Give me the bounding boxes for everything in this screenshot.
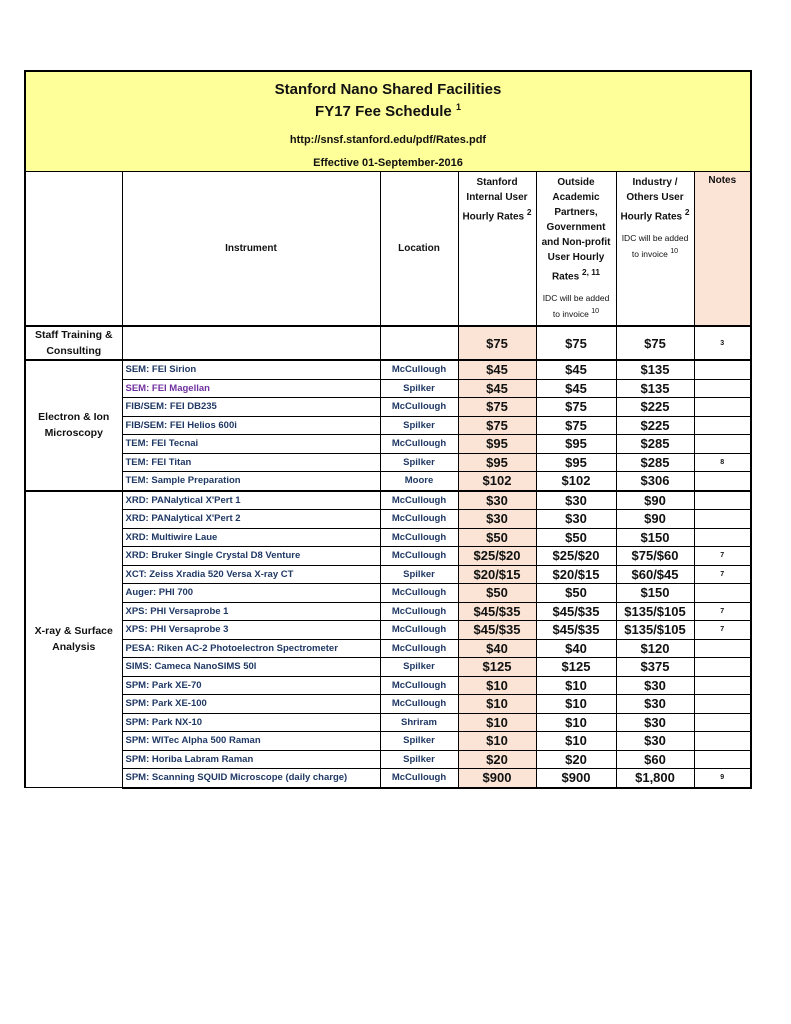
location-header: Location (380, 172, 458, 327)
note-ref (694, 528, 751, 547)
academic-rate: $45 (536, 379, 616, 398)
location-name: Moore (380, 472, 458, 491)
academic-rate: $45 (536, 360, 616, 379)
table-row (25, 472, 751, 491)
note-ref (694, 676, 751, 695)
industry-rate: $60/$45 (616, 565, 694, 584)
academic-rate: $30 (536, 510, 616, 529)
instrument-name: SPM: Park XE-70 (122, 676, 380, 695)
table-row (25, 713, 751, 732)
stanford-rate: $75 (458, 398, 536, 417)
stanford-rate: $75 (458, 326, 536, 360)
instrument-header: Instrument (122, 172, 380, 327)
academic-idc-note: IDC will be added to invoice $^{10}$ (542, 293, 610, 320)
location-name: Spilker (380, 750, 458, 769)
location-name: McCullough (380, 602, 458, 621)
table-row (25, 510, 751, 529)
academic-rate: $45/$35 (536, 602, 616, 621)
academic-rate: $20 (536, 750, 616, 769)
academic-rate-header: Outside Academic Partners, Government and Non-profit User Hourly Rates $^{2, 11}$ IDC will be added to invoice $^{10}$ (536, 172, 616, 327)
academic-rate: $102 (536, 472, 616, 491)
note-ref (694, 510, 751, 529)
instrument-name: SPM: Scanning SQUID Microscope (daily charge) (122, 769, 380, 788)
academic-rate: $30 (536, 491, 616, 510)
note-ref: 7 (694, 602, 751, 621)
location-name: McCullough (380, 435, 458, 454)
location-name: McCullough (380, 510, 458, 529)
note-ref: 7 (694, 621, 751, 640)
category-header (25, 172, 122, 327)
instrument-name: SPM: WITec Alpha 500 Raman (122, 732, 380, 751)
industry-rate: $75/$60 (616, 547, 694, 566)
instrument-name: XPS: PHI Versaprobe 1 (122, 602, 380, 621)
table-row (25, 398, 751, 417)
instrument-name: TEM: FEI Tecnai (122, 435, 380, 454)
table-row (25, 769, 751, 788)
instrument-name: SPM: Park NX-10 (122, 713, 380, 732)
instrument-name: XRD: Multiwire Laue (122, 528, 380, 547)
stanford-rate: $45/$35 (458, 621, 536, 640)
table-row (25, 732, 751, 751)
table-row (25, 379, 751, 398)
stanford-rate: $10 (458, 695, 536, 714)
table-row (25, 750, 751, 769)
academic-rate: $50 (536, 528, 616, 547)
location-name: Spilker (380, 565, 458, 584)
instrument-name: FIB/SEM: FEI Helios 600i (122, 416, 380, 435)
title-block (25, 71, 751, 172)
location-name: Spilker (380, 732, 458, 751)
academic-rate: $10 (536, 676, 616, 695)
note-ref (694, 732, 751, 751)
industry-rate: $135 (616, 379, 694, 398)
note-ref (694, 416, 751, 435)
industry-rate: $306 (616, 472, 694, 491)
table-row (25, 435, 751, 454)
academic-rate: $75 (536, 398, 616, 417)
location-name: Spilker (380, 379, 458, 398)
table-row (25, 639, 751, 658)
location-name: McCullough (380, 398, 458, 417)
column-header-row (25, 172, 751, 327)
instrument-name: SEM: FEI Sirion (122, 360, 380, 379)
industry-rate: $150 (616, 584, 694, 603)
location-name: McCullough (380, 491, 458, 510)
table-row (25, 491, 751, 510)
note-ref (694, 695, 751, 714)
note-ref: 7 (694, 547, 751, 566)
table-row (25, 695, 751, 714)
note-ref (694, 360, 751, 379)
industry-rate: $135 (616, 360, 694, 379)
instrument-name: SIMS: Cameca NanoSIMS 50l (122, 658, 380, 677)
note-ref (694, 398, 751, 417)
fee-table (24, 70, 752, 789)
rates-url: http://snsf.stanford.edu/pdf/Rates.pdf (289, 134, 487, 146)
category-label: X-ray & Surface Analysis (25, 491, 122, 788)
industry-rate: $285 (616, 435, 694, 454)
location-name: McCullough (380, 769, 458, 788)
industry-rate: $30 (616, 713, 694, 732)
instrument-name: XRD: PANalytical X'Pert 2 (122, 510, 380, 529)
category-label: Electron & Ion Microscopy (25, 360, 122, 491)
stanford-rate: $900 (458, 769, 536, 788)
category-label: Staff Training & Consulting (25, 326, 122, 360)
table-row (25, 602, 751, 621)
instrument-name: SEM: FEI Magellan (122, 379, 380, 398)
instrument-name: Auger: PHI 700 (122, 584, 380, 603)
stanford-rate: $30 (458, 510, 536, 529)
table-row (25, 676, 751, 695)
academic-rate: $10 (536, 713, 616, 732)
academic-rate: $75 (536, 416, 616, 435)
stanford-rate: $102 (458, 472, 536, 491)
academic-rate: $125 (536, 658, 616, 677)
instrument-name: PESA: Riken AC-2 Photoelectron Spectrometer (122, 639, 380, 658)
instrument-name: XPS: PHI Versaprobe 3 (122, 621, 380, 640)
stanford-rate: $30 (458, 491, 536, 510)
title-row (25, 71, 751, 172)
industry-idc-note: IDC will be added to invoice $^{10}$ (621, 233, 689, 260)
academic-rate: $900 (536, 769, 616, 788)
stanford-rate: $45 (458, 379, 536, 398)
note-ref (694, 491, 751, 510)
instrument-name: SPM: Park XE-100 (122, 695, 380, 714)
location-name: McCullough (380, 528, 458, 547)
stanford-rate: $40 (458, 639, 536, 658)
academic-rate: $20/$15 (536, 565, 616, 584)
location-name: McCullough (380, 695, 458, 714)
industry-rate: $120 (616, 639, 694, 658)
stanford-rate: $95 (458, 435, 536, 454)
stanford-rate: $25/$20 (458, 547, 536, 566)
location-name: McCullough (380, 547, 458, 566)
table-row (25, 528, 751, 547)
industry-rate: $90 (616, 510, 694, 529)
notes-header: Notes (694, 172, 751, 327)
note-ref (694, 750, 751, 769)
instrument-name: XRD: Bruker Single Crystal D8 Venture (122, 547, 380, 566)
instrument-name: XRD: PANalytical X'Pert 1 (122, 491, 380, 510)
note-ref (694, 435, 751, 454)
table-row (25, 453, 751, 472)
instrument-name: FIB/SEM: FEI DB235 (122, 398, 380, 417)
location-name: McCullough (380, 584, 458, 603)
note-ref: 9 (694, 769, 751, 788)
note-ref (694, 472, 751, 491)
location-name: Spilker (380, 416, 458, 435)
academic-rate: $45/$35 (536, 621, 616, 640)
table-row (25, 547, 751, 566)
academic-rate: $25/$20 (536, 547, 616, 566)
academic-rate: $75 (536, 326, 616, 360)
industry-rate: $30 (616, 732, 694, 751)
industry-rate: $225 (616, 398, 694, 417)
stanford-rate: $45 (458, 360, 536, 379)
stanford-rate: $20/$15 (458, 565, 536, 584)
stanford-rate: $45/$35 (458, 602, 536, 621)
table-row (25, 658, 751, 677)
staff-training-row (25, 326, 751, 360)
note-ref: 8 (694, 453, 751, 472)
stanford-rate: $75 (458, 416, 536, 435)
industry-rate: $75 (616, 326, 694, 360)
instrument-name: TEM: FEI Titan (122, 453, 380, 472)
location-name: Spilker (380, 658, 458, 677)
table-row (25, 584, 751, 603)
page-title: Stanford Nano Shared Facilities (274, 81, 502, 98)
instrument-name: TEM: Sample Preparation (122, 472, 380, 491)
note-ref (694, 639, 751, 658)
note-ref: 3 (694, 326, 751, 360)
stanford-rate: $10 (458, 732, 536, 751)
location-name: McCullough (380, 360, 458, 379)
table-row (25, 565, 751, 584)
industry-rate-header: Industry / Others User Hourly Rates $^2$ IDC will be added to invoice $^{10}$ (616, 172, 694, 327)
stanford-rate: $95 (458, 453, 536, 472)
stanford-rate: $50 (458, 528, 536, 547)
note-ref (694, 584, 751, 603)
stanford-rate: $50 (458, 584, 536, 603)
instrument-name: XCT: Zeiss Xradia 520 Versa X-ray CT (122, 565, 380, 584)
industry-rate: $225 (616, 416, 694, 435)
industry-rate: $30 (616, 676, 694, 695)
industry-rate: $60 (616, 750, 694, 769)
location-name: Shriram (380, 713, 458, 732)
stanford-rate: $20 (458, 750, 536, 769)
stanford-rate: $10 (458, 676, 536, 695)
academic-rate: $10 (536, 732, 616, 751)
academic-rate: $10 (536, 695, 616, 714)
industry-rate: $150 (616, 528, 694, 547)
stanford-rate: $125 (458, 658, 536, 677)
stanford-rate-header: Stanford Internal User Hourly Rates $^2$ (458, 172, 536, 327)
instrument-cell (122, 326, 380, 360)
location-cell (380, 326, 458, 360)
effective-date: Effective 01-September-2016 (313, 157, 463, 169)
location-name: McCullough (380, 676, 458, 695)
stanford-rate: $10 (458, 713, 536, 732)
industry-rate: $285 (616, 453, 694, 472)
table-row (25, 621, 751, 640)
academic-rate: $95 (536, 453, 616, 472)
academic-rate: $50 (536, 584, 616, 603)
location-name: McCullough (380, 621, 458, 640)
table-row (25, 416, 751, 435)
academic-rate: $95 (536, 435, 616, 454)
page-subtitle: FY17 Fee Schedule $^1$ (315, 102, 461, 120)
industry-rate: $1,800 (616, 769, 694, 788)
note-ref: 7 (694, 565, 751, 584)
industry-rate: $90 (616, 491, 694, 510)
industry-rate: $135/$105 (616, 621, 694, 640)
table-row (25, 360, 751, 379)
industry-rate: $375 (616, 658, 694, 677)
fee-schedule-sheet (24, 70, 750, 789)
academic-rate: $40 (536, 639, 616, 658)
note-ref (694, 379, 751, 398)
instrument-name: SPM: Horiba Labram Raman (122, 750, 380, 769)
location-name: McCullough (380, 639, 458, 658)
note-ref (694, 658, 751, 677)
note-ref (694, 713, 751, 732)
location-name: Spilker (380, 453, 458, 472)
industry-rate: $135/$105 (616, 602, 694, 621)
industry-rate: $30 (616, 695, 694, 714)
